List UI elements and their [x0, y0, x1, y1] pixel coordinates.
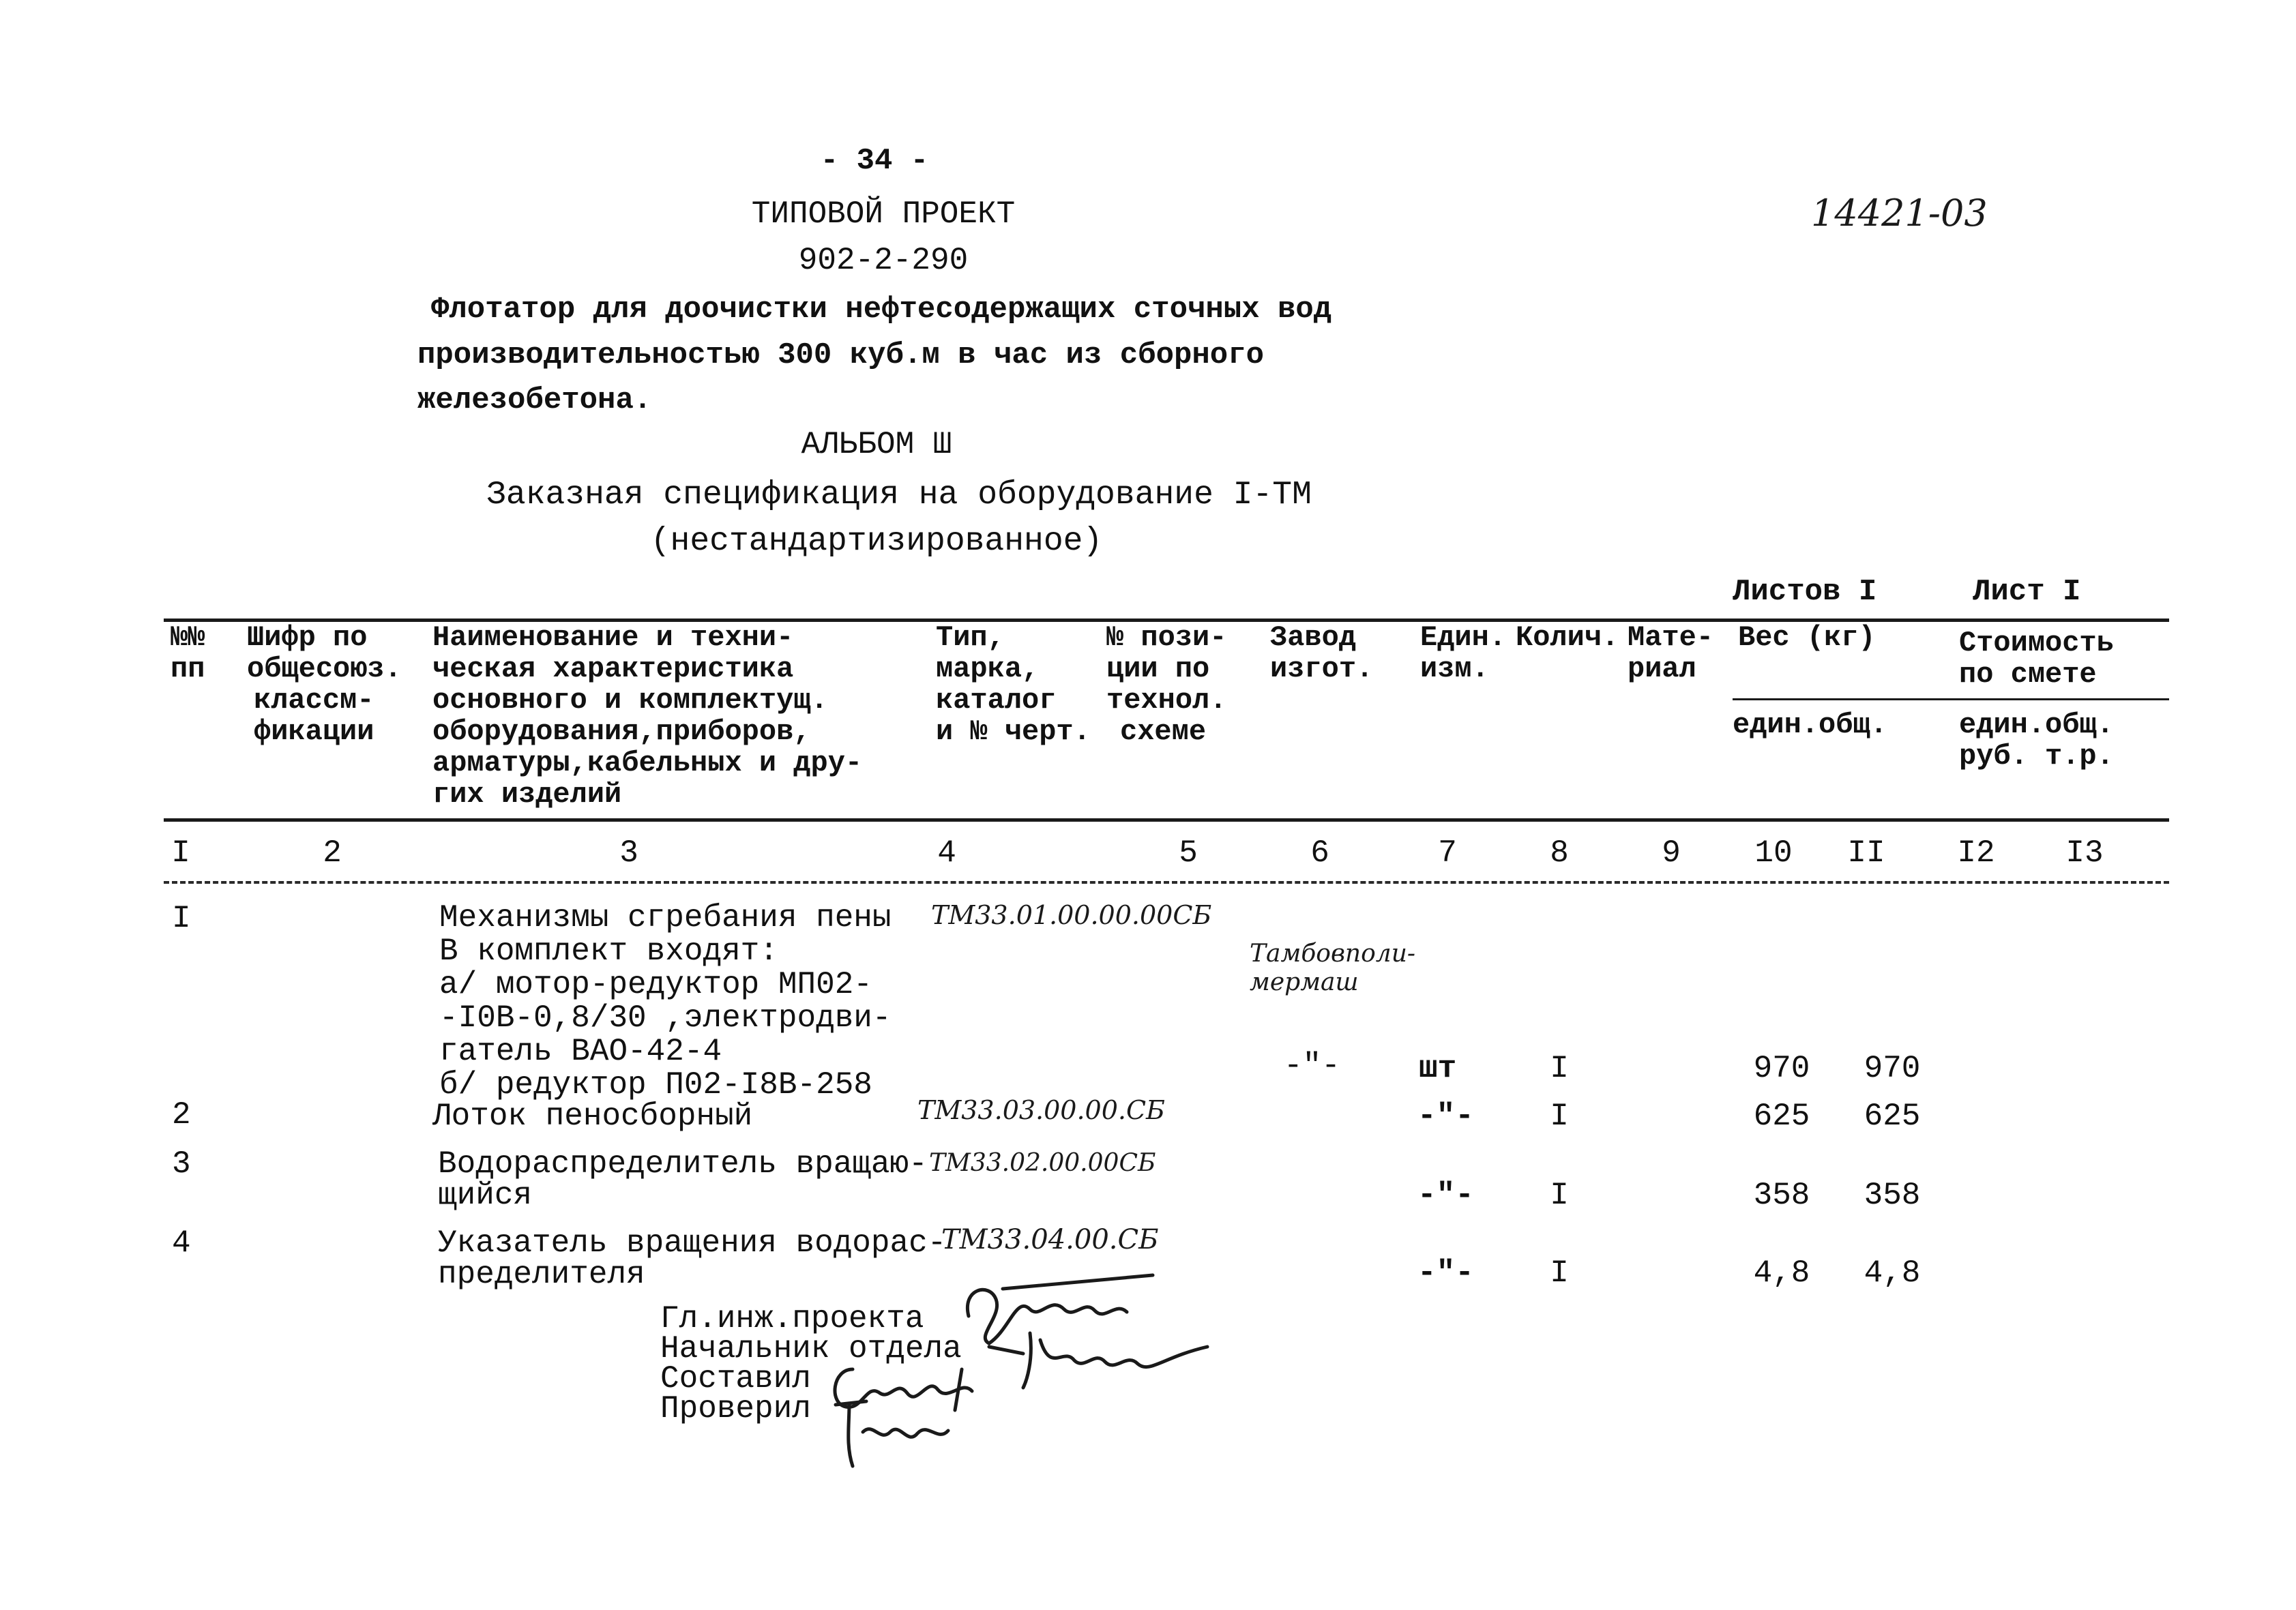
column-number: 2	[323, 835, 342, 871]
header-col2-line: общесоюз.	[247, 653, 402, 685]
page-number: - 34 -	[820, 144, 929, 178]
row-name-line: щийся	[438, 1178, 533, 1213]
header-col4-line: каталог	[936, 684, 1057, 717]
row-plant-ditto: -"-	[1284, 1048, 1340, 1084]
header-col9	[1628, 622, 1713, 685]
row-number: 2	[172, 1097, 191, 1133]
header-col7	[1420, 622, 1506, 685]
row-weight-unit: 625	[1753, 1099, 1810, 1134]
column-number: I	[171, 835, 190, 871]
row-name	[439, 901, 892, 1102]
project-type: ТИПОВОЙ ПРОЕКТ	[751, 196, 1016, 232]
header-col2-line: классм-	[254, 684, 374, 717]
header-col3-line: ческая характеристика	[432, 653, 794, 685]
header-col1-line: пп	[171, 653, 205, 685]
sheet-number: Лист I	[1973, 575, 2081, 609]
row-name-line: б/ редуктор П02-I8В-258	[439, 1067, 872, 1103]
sheets-total: Листов I	[1733, 575, 1877, 609]
signature-role: Составил	[660, 1361, 811, 1397]
row-weight-total: 358	[1864, 1178, 1921, 1213]
header-bottom-rule	[164, 818, 2169, 822]
header-cost-sub-line: руб. т.р.	[1959, 740, 2114, 773]
header-col3-line: оборудования,приборов,	[432, 715, 811, 748]
row-mark: ТМ33.02.00.00СБ	[929, 1149, 1156, 1177]
column-numbers-rule	[164, 881, 2169, 884]
header-col6-line: Завод	[1270, 621, 1357, 654]
row-weight-total: 4,8	[1864, 1255, 1921, 1291]
signature-role: Проверил	[660, 1391, 811, 1427]
row-qty: I	[1550, 1255, 1569, 1291]
column-number: 9	[1662, 835, 1681, 871]
header-col3	[432, 622, 862, 810]
row-number: 4	[172, 1225, 191, 1261]
header-col7-line: Един.	[1420, 621, 1507, 654]
row-name	[438, 1227, 946, 1290]
header-col8: Колич.	[1516, 621, 1619, 654]
row-unit: шт	[1419, 1051, 1457, 1086]
project-number: 902-2-290	[798, 243, 969, 278]
header-cost-line: Стоимость	[1959, 627, 2114, 659]
header-col9-line: риал	[1628, 653, 1696, 685]
row-mark: ТМ33.04.00.СБ	[941, 1224, 1159, 1255]
column-number: 3	[619, 835, 638, 871]
header-col3-line: гих изделий	[432, 778, 622, 811]
row-weight-unit: 4,8	[1753, 1255, 1810, 1291]
header-cost	[1959, 627, 2114, 690]
signature-department-head	[982, 1320, 1255, 1395]
header-col4-line: Тип,	[936, 621, 1005, 654]
column-number: 7	[1438, 835, 1457, 871]
column-number: 4	[937, 835, 956, 871]
header-col2-line: Шифр по	[247, 621, 368, 654]
column-number: I3	[2065, 835, 2104, 871]
column-number: II	[1847, 835, 1885, 871]
header-weight-sub: един.общ.	[1733, 709, 1887, 741]
row-weight-total: 625	[1864, 1099, 1921, 1134]
column-number: 5	[1179, 835, 1198, 871]
row-name-line: а/ мотор-редуктор МП02-	[439, 967, 872, 1002]
header-col3-line: Наименование и техни-	[432, 621, 794, 654]
row-weight-unit: 970	[1753, 1051, 1810, 1086]
weight-cost-subrule	[1733, 698, 2169, 700]
header-col3-line: основного и комплектущ.	[432, 684, 828, 717]
row-name-line: В комплект входят:	[439, 934, 778, 969]
album-title: АЛЬБОМ Ш	[801, 427, 952, 462]
row-name-line: Указатель вращения водорас-	[438, 1225, 947, 1261]
header-col4	[936, 622, 1091, 747]
row-qty: I	[1550, 1099, 1569, 1134]
header-col2-line: фикации	[254, 715, 374, 748]
row-weight-unit: 358	[1753, 1178, 1810, 1213]
signature-role: Гл.инж.проекта	[660, 1301, 924, 1337]
row-name: Лоток пеносборный	[432, 1099, 753, 1134]
column-number: I2	[1957, 835, 1995, 871]
column-number: 10	[1754, 835, 1793, 871]
row-plant-line: мермаш	[1250, 968, 1359, 996]
description-line-3: железобетона.	[417, 383, 652, 417]
spec-title: Заказная спецификация на оборудование I-ТМ	[486, 477, 1312, 513]
signature-checked-by	[825, 1391, 975, 1480]
column-number: 8	[1550, 835, 1569, 871]
header-col5-line: № пози-	[1106, 621, 1227, 654]
row-unit: -"-	[1417, 1178, 1474, 1213]
signature-role: Начальник отдела	[660, 1331, 962, 1367]
header-col5	[1106, 622, 1226, 747]
description-line-1: Флотатор для доочистки нефтесодержащих сточных вод	[431, 293, 1332, 327]
row-plant-line: Тамбовполи-	[1250, 940, 1416, 968]
header-col5-line: технол.	[1106, 684, 1227, 717]
header-cost-sub	[1959, 709, 2114, 772]
row-qty: I	[1550, 1051, 1569, 1086]
row-name-line: пределителя	[438, 1257, 645, 1292]
header-col5-line: схеме	[1120, 715, 1207, 748]
row-number: I	[172, 901, 191, 936]
row-unit: -"-	[1417, 1255, 1474, 1291]
header-col1	[171, 622, 205, 685]
row-name	[438, 1148, 928, 1211]
row-name-line: гатель ВАО-42-4	[439, 1034, 722, 1069]
header-col9-line: Мате-	[1628, 621, 1714, 654]
header-col6	[1270, 622, 1373, 685]
header-col7-line: изм.	[1420, 653, 1489, 685]
row-name-line: Водораспределитель вращаю-	[438, 1146, 928, 1182]
header-col6-line: изгот.	[1270, 653, 1374, 685]
document-code: 14421-03	[1811, 192, 1988, 235]
header-cost-line: по смете	[1959, 658, 2097, 691]
row-number: 3	[172, 1146, 191, 1182]
row-qty: I	[1550, 1178, 1569, 1213]
row-unit: -"-	[1417, 1099, 1474, 1134]
row-mark: ТМ33.01.00.00.00СБ	[931, 900, 1212, 930]
column-number: 6	[1310, 835, 1329, 871]
header-col4-line: и № черт.	[936, 715, 1091, 748]
header-col1-line: №№	[171, 621, 205, 654]
row-name-line: -I0В-0,8/30 ,электродви-	[439, 1000, 892, 1036]
row-plant	[1250, 940, 1415, 997]
description-line-2: производительностью 300 куб.м в час из сборного	[417, 338, 1265, 372]
header-weight: Вес (кг)	[1738, 621, 1876, 654]
spec-subtitle: (нестандартизированное)	[650, 523, 1103, 560]
header-col4-line: марка,	[936, 653, 1040, 685]
row-weight-total: 970	[1864, 1051, 1921, 1086]
header-cost-sub-line: един.общ.	[1959, 709, 2114, 741]
row-mark: ТМ33.03.00.00.СБ	[917, 1095, 1165, 1125]
header-col5-line: ции по	[1106, 653, 1210, 685]
header-col2	[247, 622, 402, 747]
header-col3-line: арматуры,кабельных и дру-	[432, 747, 863, 779]
row-name-line: Механизмы сгребания пены	[439, 900, 892, 936]
